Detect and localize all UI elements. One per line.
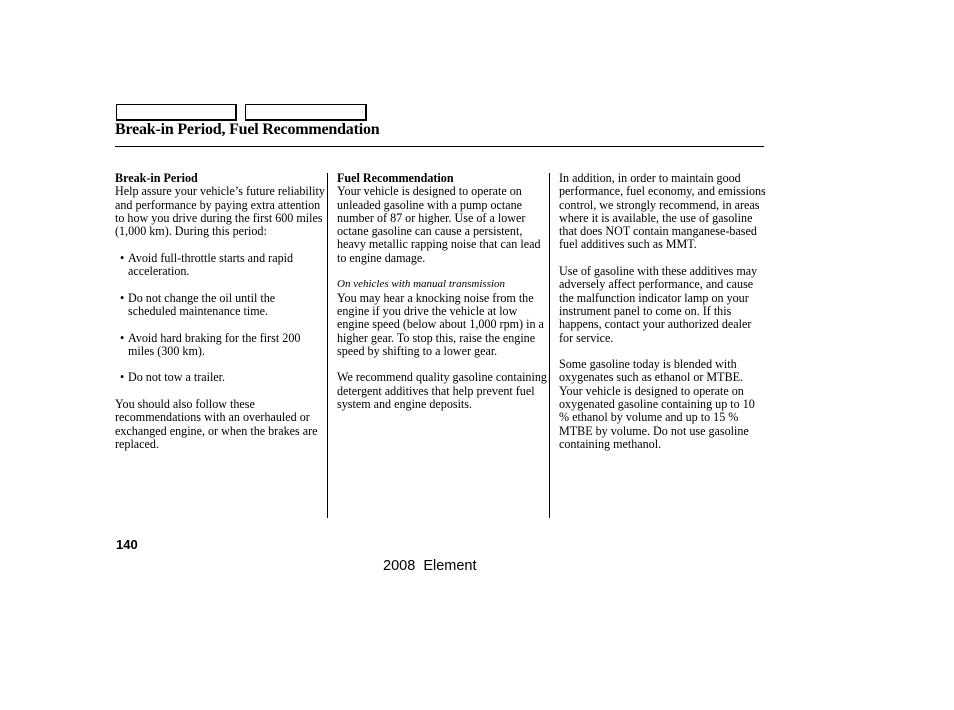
additives-paragraph-3: Some gasoline today is blended with oxygenates such as ethanol or MTBE. Your vehicle is designed to operate on oxygenated gasoline containing up to 10 % ethanol by volume and up to 15 % MTBE by volume. Do not use gasoline containing methanol. bbox=[559, 357, 755, 451]
bullet-item: • Do not tow a trailer. bbox=[120, 370, 226, 385]
fuel-paragraph-3: We recommend quality gasoline containing detergent additives that help prevent fuel system and engine deposits. bbox=[337, 370, 547, 412]
manual-transmission-subheading: On vehicles with manual transmission bbox=[337, 278, 506, 291]
fuel-paragraph-1: Your vehicle is designed to operate on unleaded gasoline with a pump octane number of 87 or higher. Use of a lower octane gasoline can cause a persistent, heavy metallic rapping noise that can lead to engine damage. bbox=[337, 184, 541, 265]
column-divider-1 bbox=[327, 173, 328, 518]
nav-tab-1[interactable] bbox=[116, 104, 237, 121]
column-additives bbox=[559, 172, 767, 451]
nav-tab-2[interactable] bbox=[245, 104, 367, 121]
fuel-heading: Fuel Recommendation bbox=[337, 171, 454, 185]
title-rule bbox=[115, 146, 764, 147]
additives-paragraph-1: In addition, in order to maintain good performance, fuel economy, and emissions control, we strongly recommend, in areas where it is available, the use of gasoline that does NOT contain manganese-based fuel additives such as MMT. bbox=[559, 171, 766, 252]
column-divider-2 bbox=[549, 173, 550, 518]
page-title: Break-in Period, Fuel Recommendation bbox=[115, 121, 380, 138]
bullet-item: • Avoid hard braking for the first 200 miles (300 km). bbox=[115, 332, 325, 359]
break-in-heading: Break-in Period bbox=[115, 171, 198, 185]
column-break-in bbox=[115, 172, 325, 451]
column-fuel-recommendation bbox=[337, 172, 547, 411]
bullet-text: Avoid hard braking for the first 200 miles (300 km). bbox=[128, 330, 301, 358]
break-in-outro: You should also follow these recommendations with an overhauled or exchanged engine, or when the brakes are replaced. bbox=[115, 397, 318, 451]
footer-model: 2008 Element bbox=[383, 558, 477, 574]
fuel-paragraph-2: You may hear a knocking noise from the engine if you drive the vehicle at low engine speed (below about 1,000 rpm) in a higher gear. To stop this, raise the engine speed by shifting to a lower gear. bbox=[337, 290, 544, 358]
page-number: 140 bbox=[116, 537, 138, 552]
bullet-text: Avoid full-throttle starts and rapid acceleration. bbox=[128, 250, 294, 279]
bullet-item: • Avoid full-throttle starts and rapid acceleration. bbox=[115, 252, 325, 279]
additives-paragraph-2: Use of gasoline with these additives may adversely affect performance, and cause the malfunction indicator lamp on your instrument panel to come on. If this happens, contact your authorized dealer for service. bbox=[559, 264, 758, 345]
break-in-intro: Help assure your vehicle’s future reliability and performance by paying extra attention to how you drive during the first 600 miles (1,000 km). During this period: bbox=[115, 184, 325, 239]
bullet-item: • Do not change the oil until the scheduled maintenance time. bbox=[115, 292, 325, 319]
bullet-text: Do not tow a trailer. bbox=[128, 370, 226, 385]
bullet-text: Do not change the oil until the scheduled maintenance time. bbox=[128, 290, 276, 318]
